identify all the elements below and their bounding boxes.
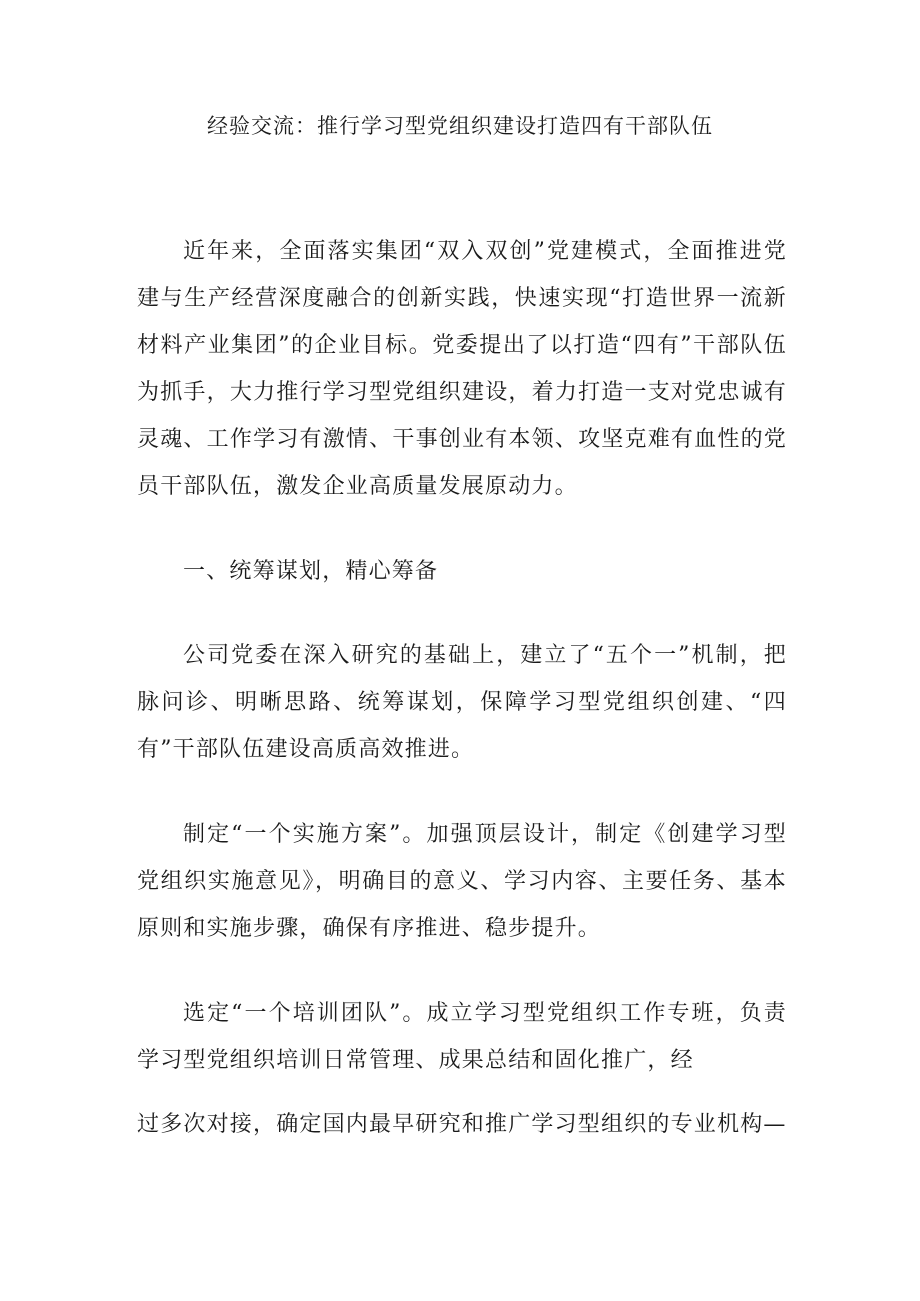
paragraph-intro: 近年来，全面落实集团“双入双创”党建模式，全面推进党建与生产经营深度融合的创新实践，快速实现“打造世界一流新材料产业集团”的企业目标。党委提出了以打造“四有”干部队伍为抓手，大力推行学习型党组织建设，着力打造一支对党忠诚有灵魂、工作学习有激情、干事创业有本领、攻坚克难有血性的党员干部队伍，激发企业高质量发展原动力。 bbox=[137, 239, 787, 499]
paragraph-implementation-plan: 制定“一个实施方案”。加强顶层设计，制定《创建学习型党组织实施意见》，明确目的意义、学习内容、主要任务、基本原则和实施步骤，确保有序推进、稳步提升。 bbox=[137, 822, 787, 941]
paragraph-continuation: 过多次对接，确定国内最早研究和推广学习型组织的专业机构— bbox=[137, 1112, 787, 1137]
paragraph-training-team: 选定“一个培训团队”。成立学习型党组织工作专班，负责学习型党组织培训日常管理、成果总结和固化推广，经 bbox=[137, 1001, 787, 1073]
document-title: 经验交流：推行学习型党组织建设打造四有干部队伍 bbox=[207, 114, 713, 138]
section-heading-1: 一、统筹谋划，精心筹备 bbox=[183, 559, 439, 584]
paragraph-mechanism: 公司党委在深入研究的基础上，建立了“五个一”机制，把脉问诊、明晰思路、统筹谋划，保障学习型党组织创建、“四有”干部队伍建设高质高效推进。 bbox=[137, 643, 787, 762]
